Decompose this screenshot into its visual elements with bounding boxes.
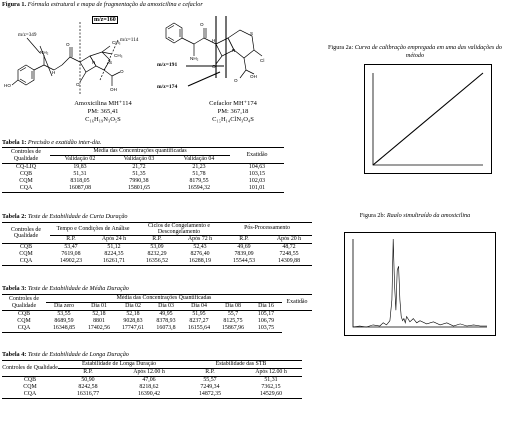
cefaclor-formula: C₁₅H₁₄ClN₃O₄S bbox=[212, 116, 254, 124]
table2-caption: Tabela 2: Teste de Estabilidade de Curta Duração bbox=[2, 213, 128, 220]
svg-text:S: S bbox=[109, 60, 113, 65]
svg-text:N: N bbox=[232, 48, 236, 53]
cefaclor-structure bbox=[150, 8, 290, 108]
svg-text:O: O bbox=[200, 22, 204, 27]
figure2b-caption: Figura 2b: Raalo simultraído da amoxicilina bbox=[359, 212, 471, 219]
svg-text:S: S bbox=[250, 31, 254, 36]
cefaclor-name: Cefaclor MH⁺174 bbox=[209, 100, 257, 107]
table3-header-exatidao: Exatidão bbox=[282, 295, 312, 311]
cefaclor-pm: PM: 367,18 bbox=[217, 108, 249, 116]
table1-header-v02: Validação 02 bbox=[50, 156, 110, 164]
table2-header-controles: Controles de Qualidade bbox=[2, 223, 50, 244]
amox-pm: PM: 365,41 bbox=[87, 108, 119, 116]
table1-caption: Tabela 1: Precisão e exatidão inter-dia. bbox=[2, 139, 102, 146]
table-row: CQM 8689,59 8801 9028,83 8378,93 8237,27 8125,75 106,79 bbox=[17, 317, 275, 324]
table2-header-pos: Pós-Processamento bbox=[222, 223, 312, 236]
table-row: CQA 16348,85 17402,56 17747,61 16073,8 16155,64 15867,96 103,75 bbox=[2, 325, 312, 333]
svg-text:NH₂: NH₂ bbox=[40, 50, 49, 55]
amox-info bbox=[58, 100, 148, 124]
table1-header-v04: Validação 04 bbox=[168, 156, 230, 164]
table2-header-tempo: Tempo e Condições de Análise bbox=[50, 223, 136, 236]
table1-header-media: Média das Concentrações quantificadas bbox=[50, 148, 230, 156]
svg-text:CH₃: CH₃ bbox=[114, 53, 123, 58]
amoxicillin-structure bbox=[0, 8, 150, 108]
table-row: CQB 53,55 52,18 52,18 49,95 51,95 55,7 105,17 bbox=[17, 310, 275, 317]
table-row: CQA 14902,23 16261,71 16356,52 16288,19 15544,53 14309,88 bbox=[2, 258, 312, 266]
svg-text:O: O bbox=[76, 82, 80, 87]
table-row: CQM 8242,58 8218,62 7249,34 7362,15 bbox=[23, 383, 281, 390]
table-row: CQB 50,90 47,06 55,57 51,31 bbox=[23, 376, 278, 383]
table4-caption: Tabela 4: Teste de Estabilidade de Longa Duração bbox=[2, 351, 129, 358]
table-row: CQA 16087,08 15801,65 16594,32 101,01 bbox=[2, 185, 284, 193]
table-row: CQA 16316,77 16390,42 14872,35 14529,60 bbox=[2, 391, 302, 399]
svg-text:H: H bbox=[212, 38, 216, 43]
amox-fragment-349: m/z=349 bbox=[18, 32, 37, 38]
amox-formula: C₁₆H₁₉N₃O₅S bbox=[85, 116, 121, 124]
amox-name: Amoxicilina MH⁺114 bbox=[74, 100, 132, 107]
svg-text:O: O bbox=[120, 69, 124, 74]
svg-text:H: H bbox=[52, 70, 56, 75]
table1-header-controles: Controles de Qualidade bbox=[2, 148, 50, 164]
chart-series-line bbox=[353, 239, 487, 327]
cefaclor-info bbox=[188, 100, 278, 124]
svg-text:OH: OH bbox=[250, 74, 257, 79]
figure1-caption: Figura 1. Fórmula estrutural e mapa de fragmentação da amoxicilina e cefaclor bbox=[2, 1, 203, 8]
table1-header-v03: Validação 03 bbox=[110, 156, 168, 164]
table2: Controles de Qualidade Tempo e Condições de Análise Ciclos de Congelamento e Descongelamento Pós-Processamento R.P. Após 24 h R.P. Após 72 h R.P. Após 20 h CQB 53,47 51,12 53,09 52,43 49,69 48,72 CQM 7619,08 8224,35 8232,29 8276,40 7839,09 7248,55 CQA 14902,23 16261,71 16356,52 16288,19 15544,53 14309,88 bbox=[2, 222, 312, 266]
chart-series-line bbox=[373, 73, 483, 165]
svg-text:NH₂: NH₂ bbox=[190, 56, 199, 61]
svg-text:Cl: Cl bbox=[260, 58, 265, 63]
svg-text:HO: HO bbox=[4, 83, 11, 88]
table3-header-controles: Controles de Qualidade bbox=[2, 295, 46, 311]
chart-axes bbox=[353, 239, 487, 327]
table3: Controles de Qualidade Média das Concentrações Quantificadas Exatidão Dia zero Dia 01 Dia 02 Dia 03 Dia 04 Dia 08 Dia 16 CQB 53,55 52,18 52,18 49,95 51,95 55,7 105,17 CQM 8689,59 8801 9028,83 8378,93 8237,27 8125,75 106,79 CQA 16348,85 17402,56 17747,61 16073,8 16155,64 15867,96 103,75 bbox=[2, 294, 312, 333]
svg-text:CH₃: CH₃ bbox=[112, 40, 121, 45]
calibration-curve-chart bbox=[364, 64, 492, 174]
table4: Controles de Qualidade Estabilidade de Longa Duração Estabilidade das STB R.P. Após 12.00 h R.P. Após 12.00 h CQB 50,90 47,06 55,57 51,31 CQM 8242,58 8218,62 7249,34 7362,15 CQA 16316,77 16390,42 14872,35 14529,60 bbox=[2, 360, 302, 399]
svg-text:O: O bbox=[66, 42, 70, 47]
table2-header-ciclos: Ciclos de Congelamento e Descongelamento bbox=[136, 223, 222, 236]
table4-header-controles: Controles de Qualidade bbox=[2, 361, 58, 377]
table-row: CQM 8318,05 7990,38 8179,55 102,03 bbox=[19, 177, 266, 184]
cefaclor-fragment-174: m/z=174 bbox=[157, 84, 178, 90]
table3-header-media: Média das Concentrações Quantificadas bbox=[46, 295, 282, 303]
chromatogram-chart bbox=[344, 232, 496, 336]
table-row: CQB 53,47 51,12 53,09 52,43 49,69 48,72 bbox=[19, 243, 296, 250]
amox-fragment-160: m/z=160 bbox=[94, 17, 116, 23]
table1-header-exatidao: Exatidão bbox=[230, 148, 284, 164]
table-row: CQ-LIQ 19,83 21,72 21,23 104,63 bbox=[16, 163, 266, 170]
amox-fragment-114: m/z=114 bbox=[120, 37, 139, 43]
table1 bbox=[2, 147, 284, 193]
svg-text:N: N bbox=[92, 60, 96, 65]
svg-text:O: O bbox=[212, 64, 216, 69]
table-row: CQM 7619,08 8224,35 8232,29 8276,40 7839,09 7248,55 bbox=[19, 250, 299, 257]
cefaclor-fragment-191: m/z=191 bbox=[157, 62, 178, 68]
table4-header-stb: Estabilidade das STB bbox=[180, 361, 302, 369]
table3-caption: Tabela 3: Teste de Estabilidade de Média Duração bbox=[2, 285, 129, 292]
figure2a-caption: Figura 2a: Curva de calibração empregada em uma das validações do método bbox=[327, 44, 503, 59]
table4-header-longa: Estabilidade de Longa Duração bbox=[58, 361, 180, 369]
svg-text:O: O bbox=[234, 78, 238, 83]
table-row: CQB 51,31 51,35 51,78 103,15 bbox=[19, 170, 266, 177]
svg-text:OH: OH bbox=[110, 87, 117, 92]
